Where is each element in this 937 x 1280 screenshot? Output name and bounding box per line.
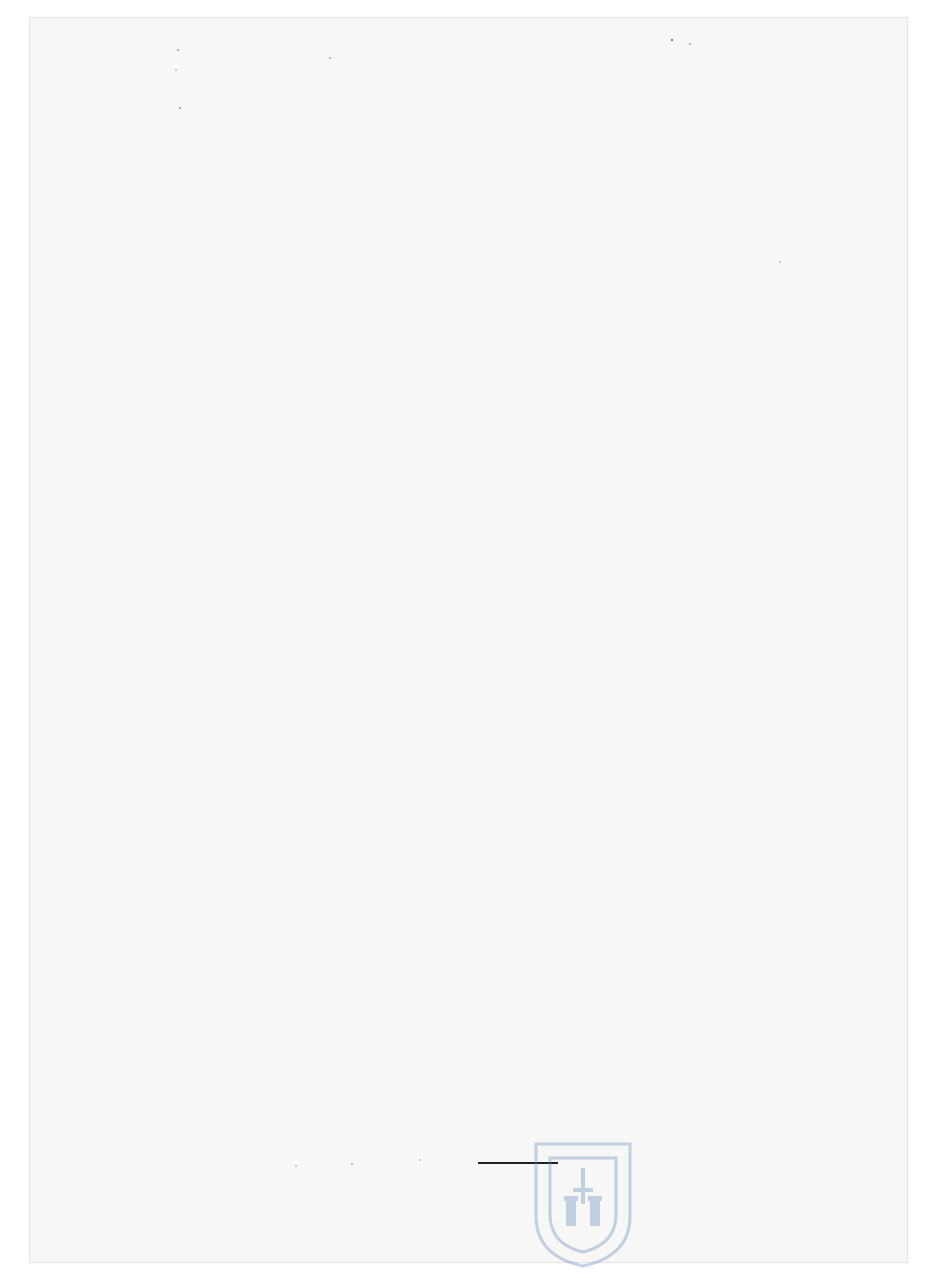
city-seal-watermark (528, 1138, 638, 1270)
document-page (30, 18, 907, 1262)
